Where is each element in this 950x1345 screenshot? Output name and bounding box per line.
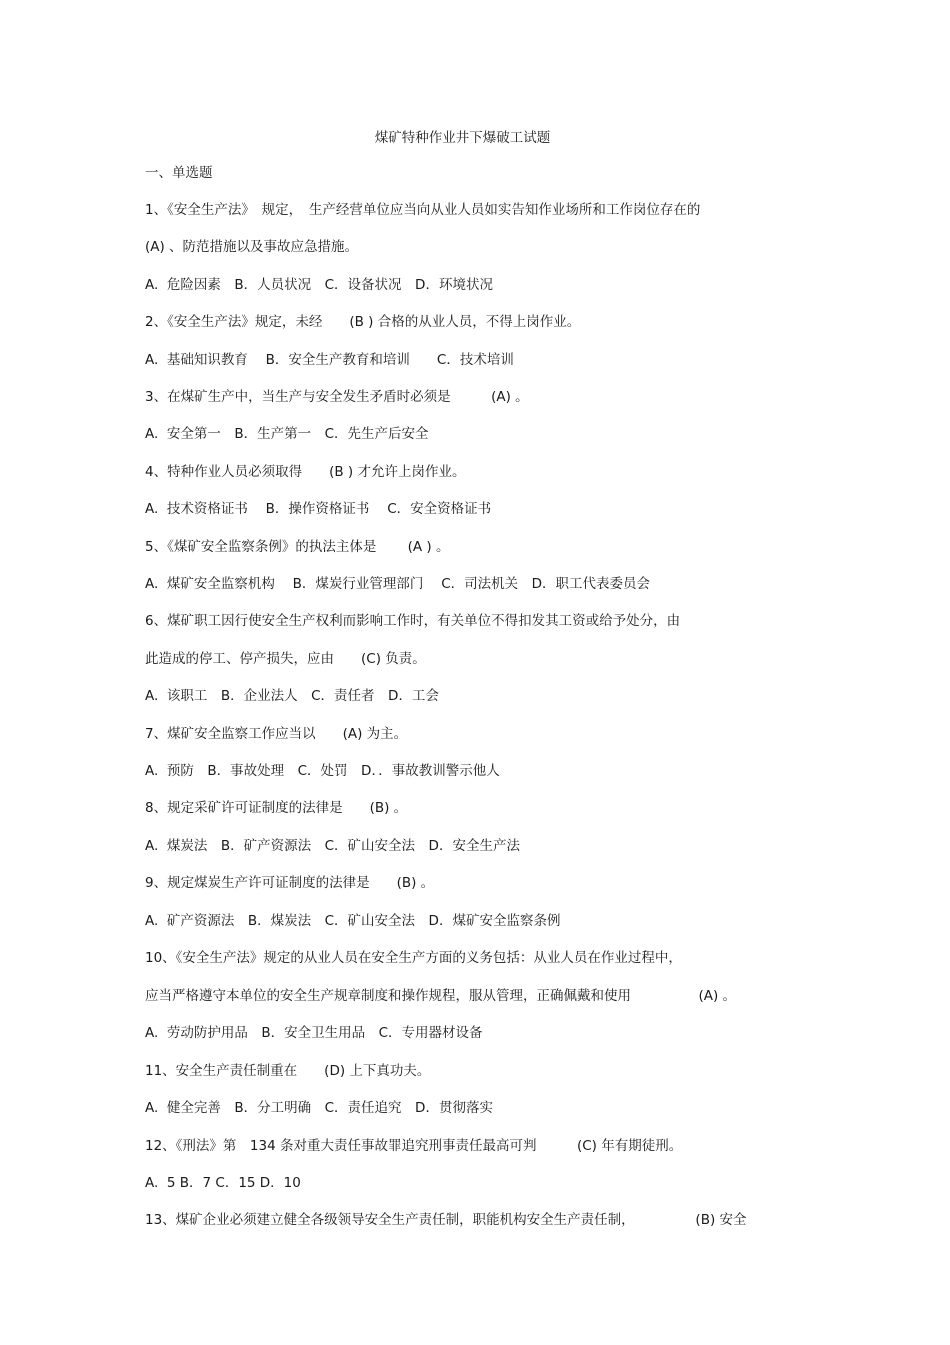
text-line: A. 健全完善 B．分工明确 C．责任追究 D．贯彻落实 — [145, 1100, 493, 1116]
text-line: A. 预防 B．事故处理 C．处罚 D．．事故教训警示他人 — [145, 763, 500, 779]
text-line: 12、《刑法》第 134 条对重大责任事故罪追究刑事责任最高可判 (C) 年有期徒刑。 — [145, 1138, 683, 1154]
section-heading: 一、单选题 — [145, 165, 213, 181]
text-line: A. 煤炭法 B．矿产资源法 C．矿山安全法 D．安全生产法 — [145, 838, 520, 854]
text-line: A. 安全第一 B．生产第一 C．先生产后安全 — [145, 426, 429, 442]
text-line: 5、《煤矿安全监察条例》的执法主体是 (A ) 。 — [145, 539, 450, 555]
text-line: 应当严格遵守本单位的安全生产规章制度和操作规程，服从管理，正确佩戴和使用 (A) 。 — [145, 988, 737, 1004]
text-line: 3、在煤矿生产中，当生产与安全发生矛盾时必须是 (A) 。 — [145, 389, 529, 405]
text-line: (A) 、防范措施以及事故应急措施。 — [145, 239, 359, 255]
text-line: 8、规定采矿许可证制度的法律是 (B) 。 — [145, 800, 408, 816]
text-line: A. 矿产资源法 B．煤炭法 C．矿山安全法 D．煤矿安全监察条例 — [145, 913, 561, 929]
text-line: A. 劳动防护用品 B．安全卫生用品 C．专用器材设备 — [145, 1025, 483, 1041]
text-line: 1、《安全生产法》 规定， 生产经营单位应当向从业人员如实告知作业场所和工作岗位存在的 — [145, 202, 701, 218]
text-line: A. 煤矿安全监察机构 B．煤炭行业管理部门 C．司法机关 D．职工代表委员会 — [145, 576, 651, 592]
text-line: A. 技术资格证书 B．操作资格证书 C．安全资格证书 — [145, 501, 492, 517]
text-line: A. 5 B．7 C．15 D．10 — [145, 1175, 301, 1191]
text-line: 9、规定煤炭生产许可证制度的法律是 (B) 。 — [145, 875, 435, 891]
text-line: 10、《安全生产法》规定的从业人员在安全生产方面的义务包括：从业人员在作业过程中， — [145, 950, 682, 966]
text-line: 7、煤矿安全监察工作应当以 (A) 为主。 — [145, 726, 408, 742]
text-line: A. 危险因素 B．人员状况 C．设备状况 D．环境状况 — [145, 277, 493, 293]
text-line: 11、安全生产责任制重在 (D) 上下真功夫。 — [145, 1063, 431, 1079]
document-title: 煤矿特种作业井下爆破工试题 — [374, 130, 551, 146]
text-line: 13、煤矿企业必须建立健全各级领导安全生产责任制，职能机构安全生产责任制， (B) 安全 — [145, 1212, 747, 1228]
text-line: 6、煤矿职工因行使安全生产权利而影响工作时，有关单位不得扣发其工资或给予处分，由 — [145, 613, 681, 629]
text-line: A. 基础知识教育 B．安全生产教育和培训 C．技术培训 — [145, 352, 514, 368]
text-line: 2、《安全生产法》规定，未经 (B ) 合格的从业人员，不得上岗作业。 — [145, 314, 581, 330]
text-line: 4、特种作业人员必须取得 (B ) 才允许上岗作业。 — [145, 464, 466, 480]
text-line: A. 该职工 B．企业法人 C．责任者 D．工会 — [145, 688, 439, 704]
text-line: 此造成的停工、停产损失，应由 (C) 负责。 — [145, 651, 426, 667]
